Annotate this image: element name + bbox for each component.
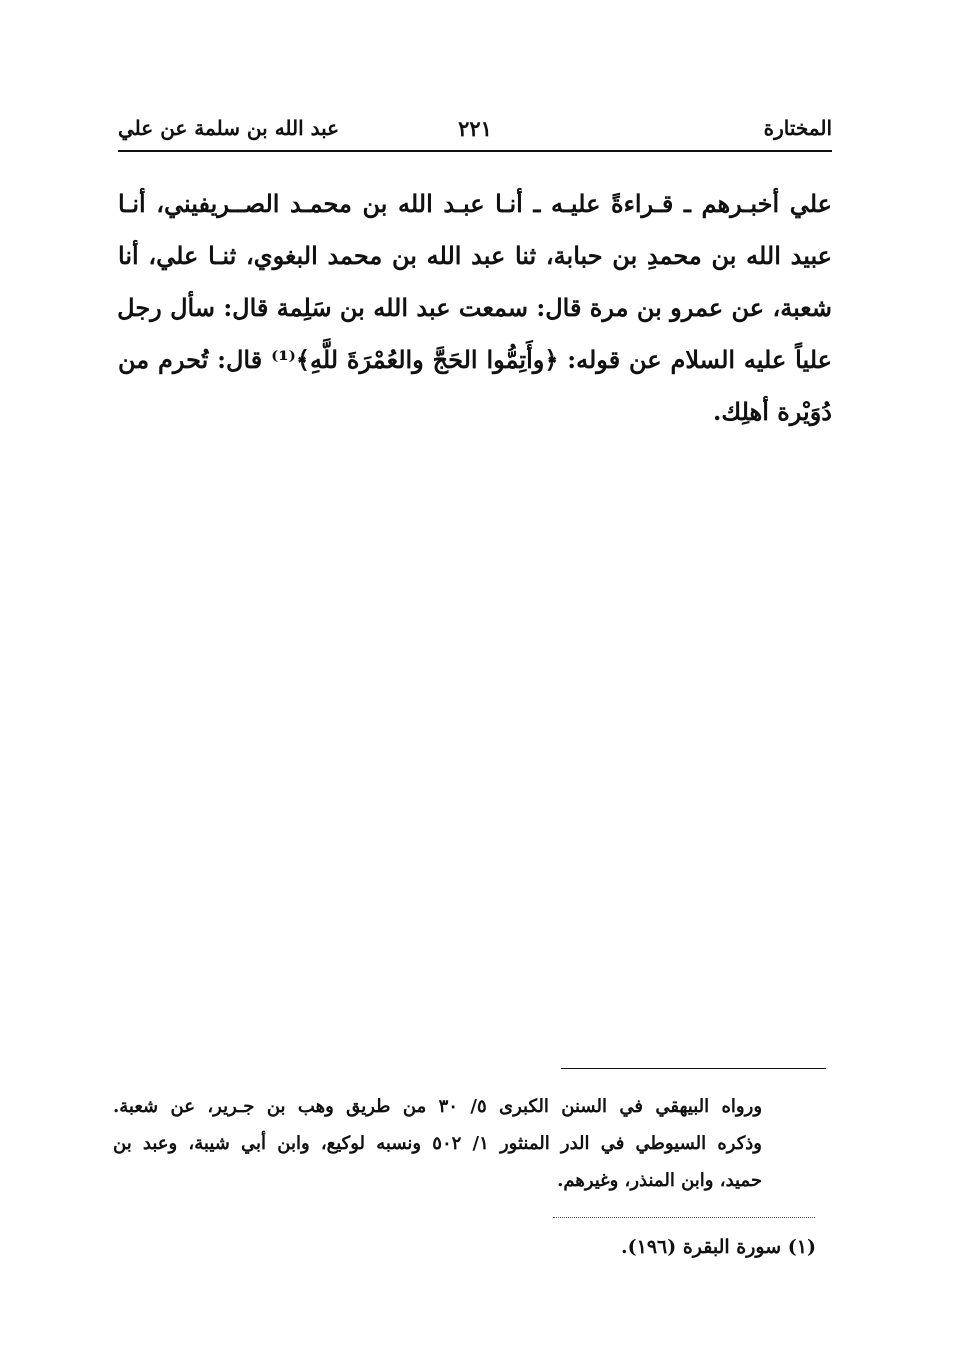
footnote-divider	[561, 1068, 826, 1069]
editor-notes	[113, 1088, 762, 1199]
chapter-title: عبد الله بن سلمة عن علي	[118, 116, 340, 140]
footnote-1: (١) سورة البقرة (١٩٦).	[621, 1236, 816, 1258]
note-line: حميد، وابن المنذر، وغيرهم.	[557, 1170, 762, 1191]
note-line: وذكره السيوطي في الدر المنثور ١/ ٥٠٢ ونسبه لوكيع، وابن أبي شيبة، وعبد بن	[113, 1133, 763, 1154]
footnote-dotted-divider	[553, 1217, 815, 1218]
note-line: ورواه البيهقي في السنن الكبرى ٥/ ٣٠ من طريق وهب بن جـرير، عن شعبة.	[113, 1096, 763, 1117]
page-number: ٢٢١	[458, 116, 492, 141]
body-line: شعبة، عن عمرو بن مرة قال: سمعت عبد الله بن سَلِمة قال: سأل رجل	[117, 293, 832, 322]
header-divider	[118, 150, 832, 152]
book-title: المختارة	[763, 116, 832, 140]
running-header	[118, 108, 832, 148]
body-line: عبيد الله بن محمدِ بن حبابة، ثنا عبد الله بن محمد البغوي، ثنـا علي، أنا	[118, 241, 832, 270]
body-line: علياً عليه السلام عن قوله: ﴿وأَتِمُّوا الحَجَّ والعُمْرَةَ للَّهِ﴾⁽¹⁾ قال: تُحرم من	[118, 345, 832, 374]
hadith-text	[118, 178, 832, 438]
body-line: دُوَيْرة أهلِك.	[713, 397, 832, 426]
body-line: علي أخبـرهم ـ قـراءةً عليـه ـ أنـا عبـد الله بن محمـد الصــريفيني، أنـا	[118, 189, 832, 218]
